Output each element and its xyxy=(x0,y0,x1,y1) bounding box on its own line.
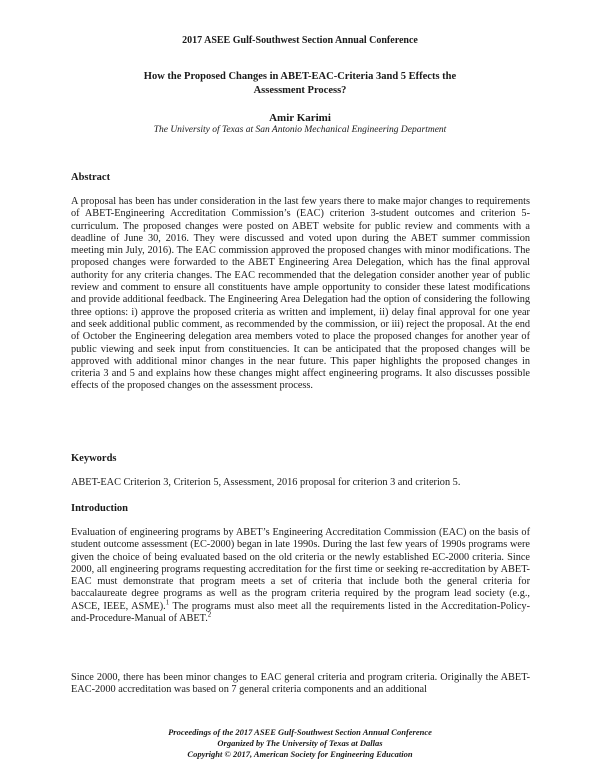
reference-2: 2 xyxy=(207,610,212,619)
title-line-1: How the Proposed Changes in ABET-EAC-Criteria 3and 5 Effects the xyxy=(143,71,457,82)
conference-header: 2017 ASEE Gulf-Southwest Section Annual Conference xyxy=(182,35,418,46)
author-name: Amir Karimi xyxy=(269,112,331,124)
introduction-paragraph-2: Since 2000, there has been minor changes to EAC general criteria and program criteria. Originally the ABET-EAC-2000 accreditation was based on 7 general criteria components and an additional xyxy=(71,672,530,696)
introduction-paragraph-1: Evaluation of engineering programs by ABET’s Engineering Accreditation Commission (EAC) on the basis of student outcome assessment (EC-2000) began in late 1990s. During the last few years of 1990s programs were given the choice of being evaluated based on the old criteria or the newly established EC-2000 criteria. Since 2000, all engineering programs requesting accreditation for the first time or seeking re-accreditation by ABET-EAC must demonstrate that program meets a set of criteria that include both the general criteria for baccalaureate degree programs as well as the program criteria required by the program lead society (e.g., ASCE, IEEE, ASME).$^1$ The programs must also meet all the requirements listed in the Accreditation-Policy-and-Procedure-Manual of ABET.$^2$ xyxy=(71,527,530,625)
introduction-heading: Introduction xyxy=(71,503,128,514)
author-affiliation: The University of Texas at San Antonio Mechanical Engineering Department xyxy=(153,125,447,135)
footer-copyright: Copyright © 2017, American Society for Engineering Education xyxy=(187,749,413,759)
paper-title xyxy=(80,70,520,98)
abstract-heading: Abstract xyxy=(71,172,111,183)
page-footer xyxy=(0,727,600,760)
footer-proceedings: Proceedings of the 2017 ASEE Gulf-Southwest Section Annual Conference xyxy=(168,727,432,737)
abstract-text: A proposal has been has under consideration in the last few years there to make major changes to requirements of ABET-Engineering Accreditation Commission’s (EAC) criterion 3-student outcomes and criterion 5-curriculum. The proposed changes were posted on ABET website for public review and comments with a deadline of June 30, 2016. They were discussed and voted upon during the ABET summer commission meeting min July, 2016). The EAC commission approved the proposed changes with minor modifications. The proposed changes were forwarded to the ABET Engineering Area Delegation, which has the final approval authority for any criteria changes. The EAC recommended that the delegation consider another year of public review and comment to ensure all constituents have ample opportunity to consider these latest modifications and provide additional feedback. The Engineering Area Delegation had the option of considering the following three options: i) approve the proposed criteria as written and implement, ii) delay final approval for one year and seek additional public comment, as recommended by the commission, or iii) reject the proposal. At the end of October the Engineering delegation area members voted to place the proposed changes for another year of public viewing and seek input from constituencies. It can be anticipated that the proposed changes will be approved with additional minor changes in the near future. This paper highlights the proposed changes in criteria 3 and 5 and explains how these changes might affect engineering programs. It also discusses possible effects of the proposed changes on the assessment process. xyxy=(71,196,530,392)
footer-organizer: Organized by The University of Texas at Dallas xyxy=(217,738,383,748)
reference-1: 1 xyxy=(165,598,170,607)
title-line-2: Assessment Process? xyxy=(253,85,347,96)
keywords-text: ABET-EAC Criterion 3, Criterion 5, Assessment, 2016 proposal for criterion 3 and criterion 5. xyxy=(71,477,461,488)
keywords-heading: Keywords xyxy=(71,453,117,464)
